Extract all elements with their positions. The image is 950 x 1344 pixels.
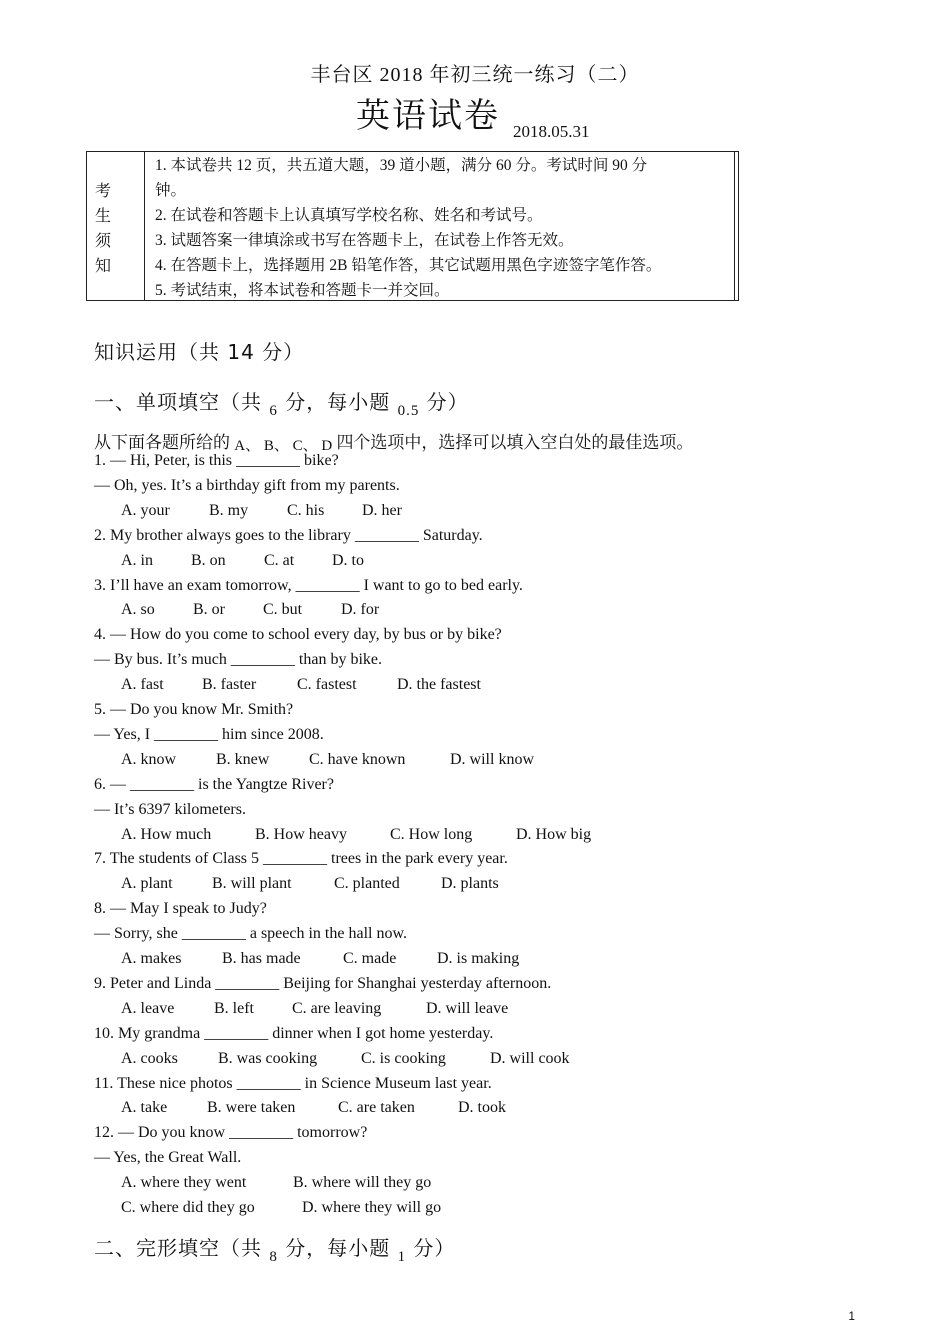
answer-option: D. where they will go bbox=[302, 1199, 442, 1216]
answer-option: A. cooks bbox=[121, 1049, 178, 1067]
notice-label-char: 考 bbox=[95, 183, 112, 200]
notice-item: 5. 考试结束，将本试卷和答题卡一并交回。 bbox=[155, 282, 450, 299]
section1-title-pre: 一、单项填空（共 bbox=[94, 390, 270, 414]
notice-divider bbox=[144, 152, 145, 300]
exam-subtitle: 丰台区 2018 年初三统一练习（二） bbox=[310, 64, 640, 86]
answer-option: C. is cooking bbox=[361, 1049, 446, 1067]
section2-title-post: 分） bbox=[406, 1236, 456, 1260]
answer-option: B. has made bbox=[222, 950, 301, 967]
section2-count: 8 bbox=[269, 1249, 278, 1265]
answer-option: D. to bbox=[332, 551, 364, 569]
answer-option: A. your bbox=[121, 501, 170, 519]
answer-option: C. at bbox=[264, 551, 295, 569]
question-stem: 6. — ________ is the Yangtze River? bbox=[94, 775, 334, 793]
question-stem: 8. — May I speak to Judy? bbox=[94, 900, 267, 918]
question-stem: 1. — Hi, Peter, is this ________ bike? bbox=[94, 452, 339, 469]
section1-count: 6 bbox=[269, 403, 278, 419]
notice-double-border bbox=[734, 152, 735, 300]
question-dialogue-line: — By bus. It’s much ________ than by bike. bbox=[94, 651, 382, 669]
question-stem: 11. These nice photos ________ in Science Museum last year. bbox=[94, 1074, 492, 1092]
question-stem: 12. — Do you know ________ tomorrow? bbox=[94, 1124, 368, 1142]
notice-item: 钟。 bbox=[155, 182, 187, 199]
question-dialogue-line: — Yes, the Great Wall. bbox=[94, 1149, 242, 1167]
question-dialogue-line: — Oh, yes. It’s a birthday gift from my parents. bbox=[94, 476, 400, 494]
question-dialogue-line: — It’s 6397 kilometers. bbox=[94, 800, 246, 818]
answer-option: B. How heavy bbox=[255, 825, 347, 843]
notice-items bbox=[155, 153, 661, 303]
answer-option: C. How long bbox=[390, 825, 473, 843]
answer-option: A. plant bbox=[121, 875, 173, 893]
answer-option: A. where they went bbox=[121, 1174, 247, 1192]
answer-option: B. were taken bbox=[207, 1099, 296, 1117]
answer-option: C. made bbox=[343, 950, 397, 967]
question-stem: 9. Peter and Linda ________ Beijing for Shanghai yesterday afternoon. bbox=[94, 974, 552, 992]
part-title: 知识运用（共 14 分） bbox=[94, 340, 305, 364]
notice-label-char: 生 bbox=[95, 208, 112, 225]
question-dialogue-line: — Sorry, she ________ a speech in the hall now. bbox=[94, 925, 407, 943]
answer-option: A. so bbox=[121, 601, 155, 619]
section2-each: 1 bbox=[397, 1249, 407, 1265]
answer-option: D. the fastest bbox=[397, 676, 481, 694]
instruction-post: 四个选项中，选择可以填入空白处的最佳选项。 bbox=[332, 433, 694, 452]
question-stem: 4. — How do you come to school every day, by bus or by bike? bbox=[94, 626, 502, 644]
section1-each: 0.5 bbox=[397, 403, 420, 419]
section1-title-mid: 分，每小题 bbox=[277, 390, 398, 414]
question-dialogue-line: — Yes, I ________ him since 2008. bbox=[94, 725, 324, 743]
question-stem: 5. — Do you know Mr. Smith? bbox=[94, 701, 294, 718]
answer-option: C. are taken bbox=[338, 1099, 415, 1117]
section2-title bbox=[94, 1232, 455, 1266]
answer-option: C. are leaving bbox=[292, 999, 382, 1017]
notice-item: 1. 本试卷共 12 页，共五道大题，39 道小题，满分 60 分。考试时间 90 分 bbox=[155, 157, 648, 174]
notice-label-char: 知 bbox=[95, 258, 112, 275]
answer-option: B. where will they go bbox=[293, 1174, 432, 1192]
answer-option: B. faster bbox=[202, 676, 257, 694]
exam-date: 2018.05.31 bbox=[513, 122, 590, 141]
notice-label bbox=[95, 179, 115, 279]
question-stem: 3. I’ll have an exam tomorrow, ________ I want to go to bed early. bbox=[94, 576, 523, 594]
candidate-notice-box bbox=[86, 151, 739, 301]
answer-option: D. took bbox=[458, 1099, 506, 1117]
answer-option: D. will cook bbox=[490, 1049, 570, 1067]
answer-option: D. is making bbox=[437, 950, 520, 967]
answer-option: C. have known bbox=[309, 750, 406, 768]
answer-option: A. take bbox=[121, 1099, 168, 1117]
answer-option: D. for bbox=[341, 601, 380, 619]
answer-option: D. her bbox=[362, 501, 402, 519]
answer-option: B. left bbox=[214, 999, 254, 1017]
answer-option: B. knew bbox=[216, 750, 270, 768]
answer-option: B. on bbox=[191, 551, 226, 569]
answer-option: B. was cooking bbox=[218, 1049, 318, 1067]
answer-option: A. makes bbox=[121, 950, 182, 967]
answer-option: B. will plant bbox=[212, 875, 292, 893]
answer-option: A. How much bbox=[121, 825, 212, 843]
answer-option: C. his bbox=[287, 501, 325, 519]
answer-option: D. How big bbox=[516, 825, 592, 843]
answer-option: A. fast bbox=[121, 676, 164, 694]
answer-option: C. fastest bbox=[297, 676, 357, 694]
instruction-options: A、 B、 C、 D bbox=[234, 438, 333, 454]
section2-title-pre: 二、完形填空（共 bbox=[94, 1236, 270, 1260]
notice-item: 3. 试题答案一律填涂或书写在答题卡上，在试卷上作答无效。 bbox=[155, 232, 574, 249]
section1-title-post: 分） bbox=[419, 390, 469, 414]
question-stem: 2. My brother always goes to the library ________ Saturday. bbox=[94, 526, 483, 544]
notice-label-char: 须 bbox=[95, 233, 112, 250]
answer-option: C. but bbox=[263, 601, 303, 619]
answer-option: D. will leave bbox=[426, 999, 509, 1017]
section2-title-mid: 分，每小题 bbox=[277, 1236, 398, 1260]
section1-title bbox=[94, 386, 469, 420]
answer-option: A. leave bbox=[121, 999, 175, 1017]
notice-item: 4. 在答题卡上，选择题用 2B 铅笔作答，其它试题用黑色字迹签字笔作答。 bbox=[155, 257, 662, 274]
answer-option: C. where did they go bbox=[121, 1199, 255, 1216]
page-number: 1 bbox=[848, 1309, 855, 1323]
exam-title: 英语试卷 bbox=[356, 98, 500, 135]
answer-option: B. my bbox=[209, 501, 249, 519]
answer-option: D. will know bbox=[450, 750, 534, 768]
question-stem: 10. My grandma ________ dinner when I got home yesterday. bbox=[94, 1024, 494, 1042]
answer-option: C. planted bbox=[334, 875, 400, 893]
instruction-pre: 从下面各题所给的 bbox=[94, 433, 235, 452]
notice-item: 2. 在试卷和答题卡上认真填写学校名称、姓名和考试号。 bbox=[155, 207, 543, 224]
answer-option: D. plants bbox=[441, 875, 499, 893]
section1-instruction bbox=[94, 428, 693, 455]
answer-option: B. or bbox=[193, 601, 225, 619]
answer-option: A. in bbox=[121, 551, 153, 569]
answer-option: A. know bbox=[121, 750, 177, 768]
question-stem: 7. The students of Class 5 ________ trees in the park every year. bbox=[94, 850, 508, 868]
